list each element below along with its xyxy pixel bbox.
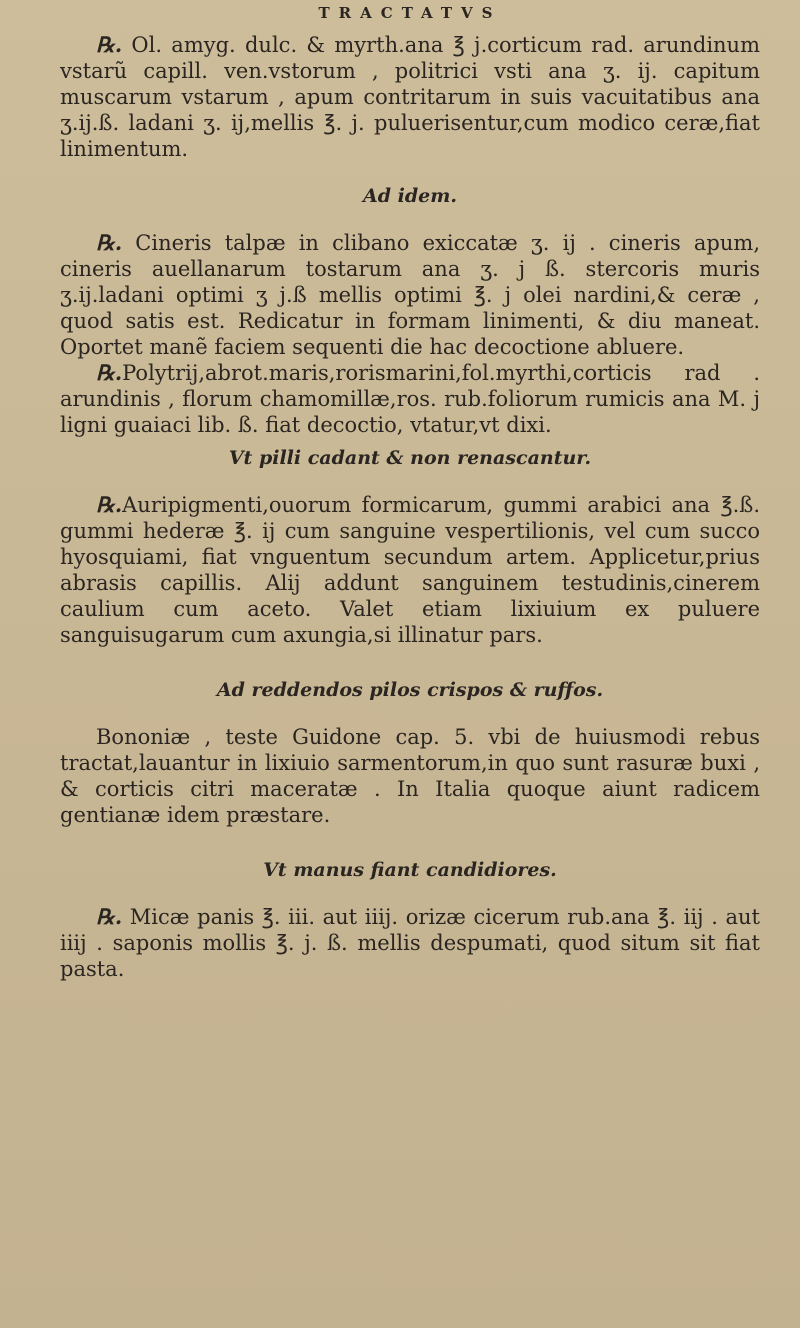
recipe-symbol: ℞.: [96, 492, 123, 517]
paragraph: Bononiæ , teste Guidone cap. 5. vbi de huiusmodi rebus tractat,lauantur in lixiuio sarmentorum,in quo sunt rasuræ buxi , & corticis citri maceratæ . In Italia quoque aiunt radicem gentianæ idem præstare.: [60, 725, 760, 827]
section-heading: Ad idem.: [363, 185, 457, 207]
paragraph: ℞.Polytrij,abrot.maris,rorismarini,fol.myrthi,corticis rad . arundinis , florum chamomillæ,ros. rub.foliorum rumicis ana M. j ligni guaiaci lib. ß. fiat decoctio, vtatur,vt dixi.: [60, 360, 760, 437]
paragraph: ℞. Micæ panis ℥. iii. aut iiij. orizæ cicerum rub.ana ℥. iij . aut iiij . saponis mollis ℥. j. ß. mellis despumati, quod situm sit fiat pasta.: [60, 904, 760, 981]
section-heading: Ad reddendos pilos crispos & ruffos.: [216, 679, 604, 701]
recipe-symbol: ℞.: [96, 360, 123, 385]
recipe-symbol: ℞.: [96, 32, 123, 57]
recipe-symbol: ℞.: [96, 230, 123, 255]
running-title: TRACTATVS: [318, 4, 502, 22]
section-heading: Vt pilli cadant & non renascantur.: [228, 447, 592, 469]
recipe-symbol: ℞.: [96, 904, 123, 929]
paragraph: ℞. Cineris talpæ in clibano exiccatæ ʒ. ij . cineris apum, cineris auellanarum tostarum ana ʒ. j ß. stercoris muris ʒ.ij.ladani optimi ʒ j.ß mellis optimi ℥. j olei nardini,& ceræ , quod satis est. Redicatur in formam linimenti, & diu maneat. Oportet manẽ faciem sequenti die hac decoctione abluere.: [60, 230, 760, 359]
paragraph: ℞. Ol. amyg. dulc. & myrth.ana ℥ j.corticum rad. arundinum vstarũ capill. ven.vstorum , politrici vsti ana ʒ. ij. capitum muscarum vstarum , apum contritarum in suis vacuitatibus ana ʒ.ij.ß. ladani ʒ. ij,mellis ℥. j. puluerisentur,cum modico ceræ,fiat linimentum.: [60, 32, 760, 161]
section-heading: Vt manus fiant candidiores.: [263, 859, 557, 881]
paragraph: ℞.Auripigmenti,ouorum formicarum, gummi arabici ana ℥.ß. gummi hederæ ℥. ij cum sanguine vespertilionis, vel cum succo hyosquiami, fiat vnguentum secundum artem. Applicetur,prius abrasis capillis. Alij addunt sanguinem testudinis,cinerem caulium cum aceto. Valet etiam lixiuium ex puluere sanguisugarum cum axungia,si illinatur pars.: [60, 492, 760, 647]
